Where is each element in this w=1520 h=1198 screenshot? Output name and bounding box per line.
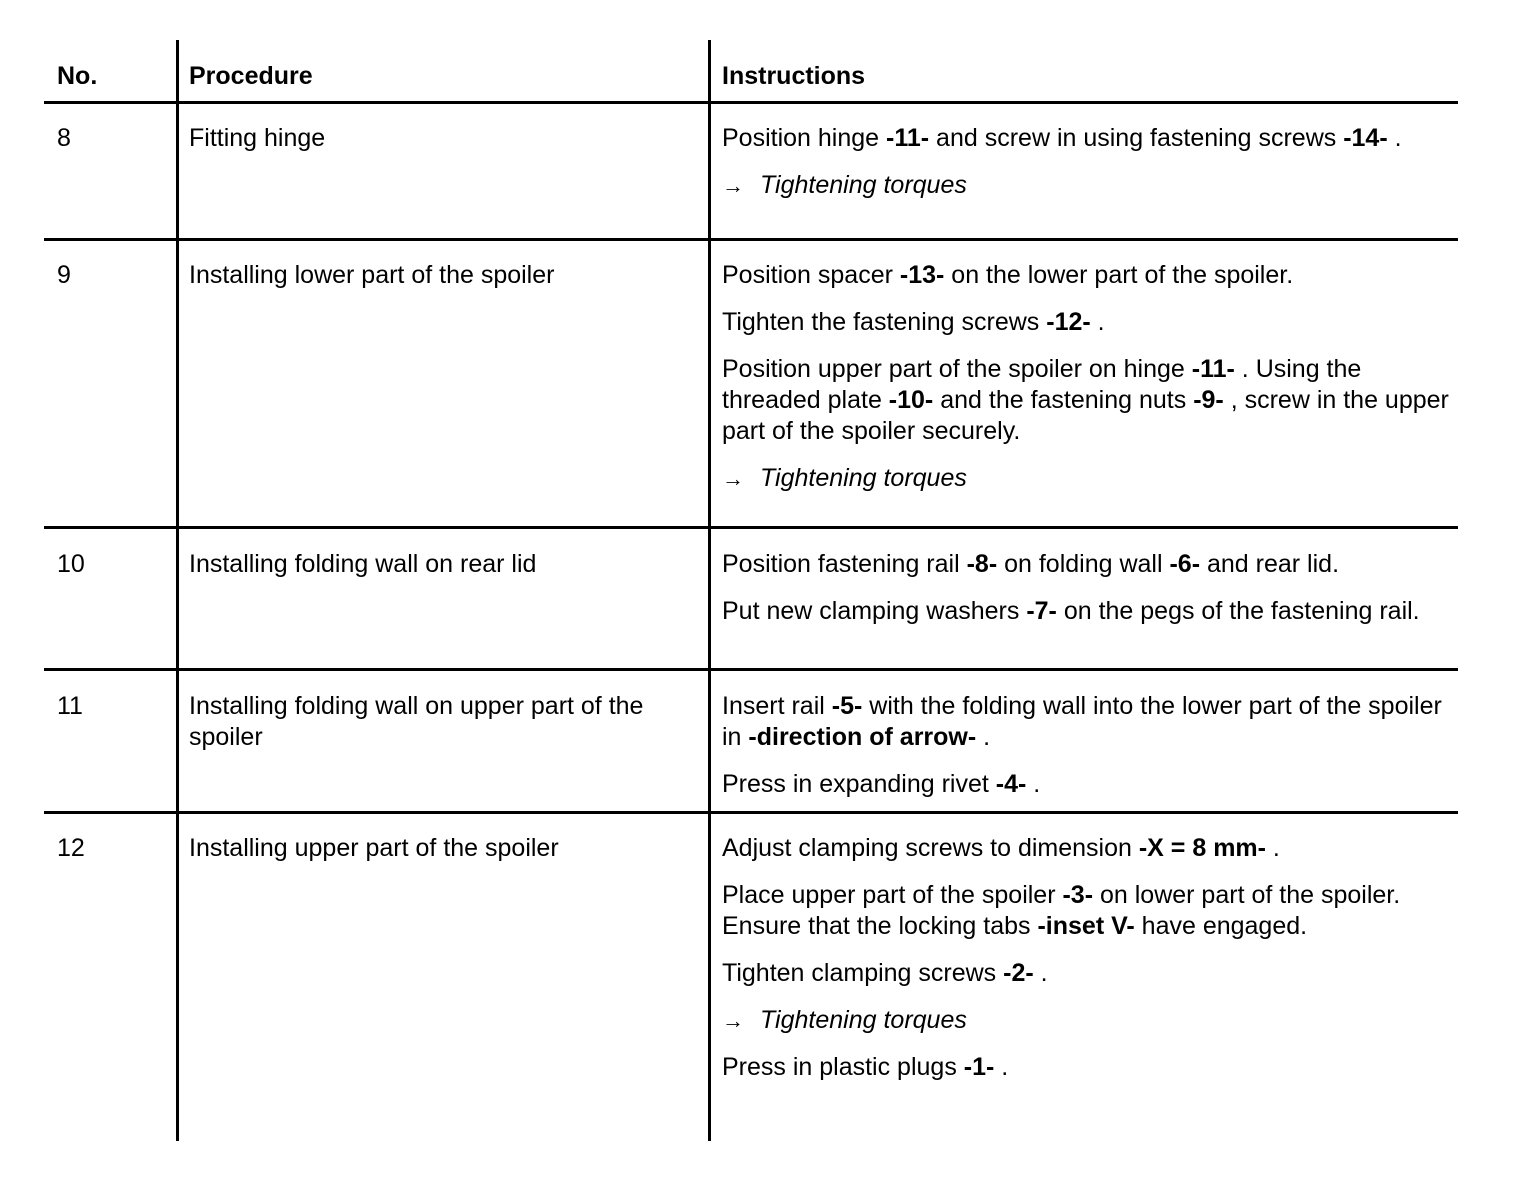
instruction-text: Position hinge [722, 124, 887, 152]
instruction-text: . [976, 723, 991, 751]
instruction-text: , screw in the upper part of the spoiler securely. [722, 386, 1449, 445]
instruction-text: Place upper part of the spoiler [722, 881, 1063, 909]
header-procedure: Procedure [189, 62, 313, 90]
row-divider [44, 668, 1458, 671]
part-reference: -11- [1191, 355, 1235, 383]
instruction-text: Position fastening rail [722, 550, 967, 578]
column-divider [708, 40, 711, 1141]
part-reference: -2- [1003, 959, 1034, 987]
instruction-text: . [1265, 834, 1280, 862]
instruction-paragraph [722, 307, 1452, 338]
row-number: 8 [57, 124, 71, 152]
part-reference: -9- [1193, 386, 1224, 414]
part-reference: -13- [899, 261, 945, 289]
instruction-text: have engaged. [1134, 912, 1308, 940]
instruction-paragraph [722, 769, 1452, 800]
instruction-text: Press in expanding rivet [722, 770, 996, 798]
part-reference: -inset V- [1037, 912, 1135, 940]
instruction-text: Tighten clamping screws [722, 959, 1004, 987]
row-procedure: Fitting hinge [189, 124, 326, 152]
part-reference: -X = 8 mm- [1138, 834, 1266, 862]
instruction-text: . [1026, 770, 1041, 798]
instruction-text: . Using the threaded plate [722, 355, 1362, 414]
row-procedure: Installing lower part of the spoiler [189, 261, 555, 289]
header-instructions: Instructions [722, 62, 866, 90]
instruction-paragraph [722, 354, 1452, 447]
row-instructions [722, 549, 1452, 627]
link-label: Tightening torques [760, 464, 967, 492]
instruction-paragraph [722, 596, 1452, 627]
row-divider [44, 238, 1458, 241]
part-reference: -10- [888, 386, 934, 414]
column-divider [176, 40, 179, 1141]
instruction-text: . [1090, 308, 1105, 336]
instruction-paragraph [722, 549, 1452, 580]
row-procedure: Installing folding wall on rear lid [189, 550, 537, 578]
instruction-text: . [1387, 124, 1402, 152]
row-procedure: Installing upper part of the spoiler [189, 834, 559, 862]
instruction-text: Adjust clamping screws to dimension [722, 834, 1139, 862]
row-number: 11 [57, 692, 83, 720]
instruction-text: Position upper part of the spoiler on hinge [722, 355, 1192, 383]
instruction-text: Insert rail [722, 692, 832, 720]
row-number: 9 [57, 261, 71, 289]
tightening-torques-link[interactable] [722, 463, 1452, 494]
row-instructions [722, 833, 1452, 1083]
instruction-text: and rear lid. [1200, 550, 1340, 578]
row-number: 12 [57, 834, 85, 862]
instruction-paragraph [722, 880, 1452, 942]
instruction-paragraph [722, 123, 1452, 154]
instruction-text: with the folding wall into the lower part of the spoiler in [722, 692, 1442, 751]
right-arrow-icon: → [722, 1008, 744, 1033]
tightening-torques-link[interactable] [722, 170, 1452, 201]
instruction-text: on folding wall [997, 550, 1170, 578]
right-arrow-icon: → [722, 466, 744, 491]
right-arrow-icon: → [722, 173, 744, 198]
instruction-text: on the pegs of the fastening rail. [1056, 597, 1420, 625]
instruction-paragraph [722, 260, 1452, 291]
instruction-text: . [1033, 959, 1048, 987]
part-reference: -14- [1343, 124, 1388, 152]
part-reference: -8- [966, 550, 998, 578]
header-no: No. [57, 62, 98, 90]
part-reference: -11- [886, 124, 930, 152]
part-reference: -4- [995, 770, 1027, 798]
part-reference: -3- [1062, 881, 1094, 909]
row-instructions [722, 260, 1452, 494]
instruction-text: Press in plastic plugs [722, 1053, 964, 1081]
row-number: 10 [57, 550, 85, 578]
instruction-text: Put new clamping washers [722, 597, 1027, 625]
part-reference: -7- [1026, 597, 1057, 625]
instruction-text: Position spacer [722, 261, 900, 289]
part-reference: -5- [831, 692, 863, 720]
instruction-text: Tighten the fastening screws [722, 308, 1047, 336]
row-divider [44, 526, 1458, 529]
link-label: Tightening torques [760, 171, 967, 199]
row-instructions [722, 691, 1452, 800]
part-reference: -direction of arrow- [748, 723, 977, 751]
instruction-text: and screw in using fastening screws [929, 124, 1344, 152]
part-reference: -1- [963, 1053, 995, 1081]
row-instructions [722, 123, 1452, 201]
header-divider [44, 101, 1458, 104]
instruction-paragraph [722, 691, 1452, 753]
instruction-paragraph [722, 958, 1452, 989]
row-procedure: Installing folding wall on upper part of the spoiler [189, 692, 644, 751]
instruction-text: on the lower part of the spoiler. [944, 261, 1294, 289]
tightening-torques-link[interactable] [722, 1005, 1452, 1036]
part-reference: -12- [1046, 308, 1091, 336]
link-label: Tightening torques [760, 1006, 967, 1034]
instruction-text: . [994, 1053, 1009, 1081]
instruction-text: and the fastening nuts [933, 386, 1194, 414]
instruction-paragraph [722, 833, 1452, 864]
instruction-paragraph [722, 1052, 1452, 1083]
instruction-text: on lower part of the spoiler. Ensure that the locking tabs [722, 881, 1401, 940]
part-reference: -6- [1169, 550, 1201, 578]
row-divider [44, 811, 1458, 814]
